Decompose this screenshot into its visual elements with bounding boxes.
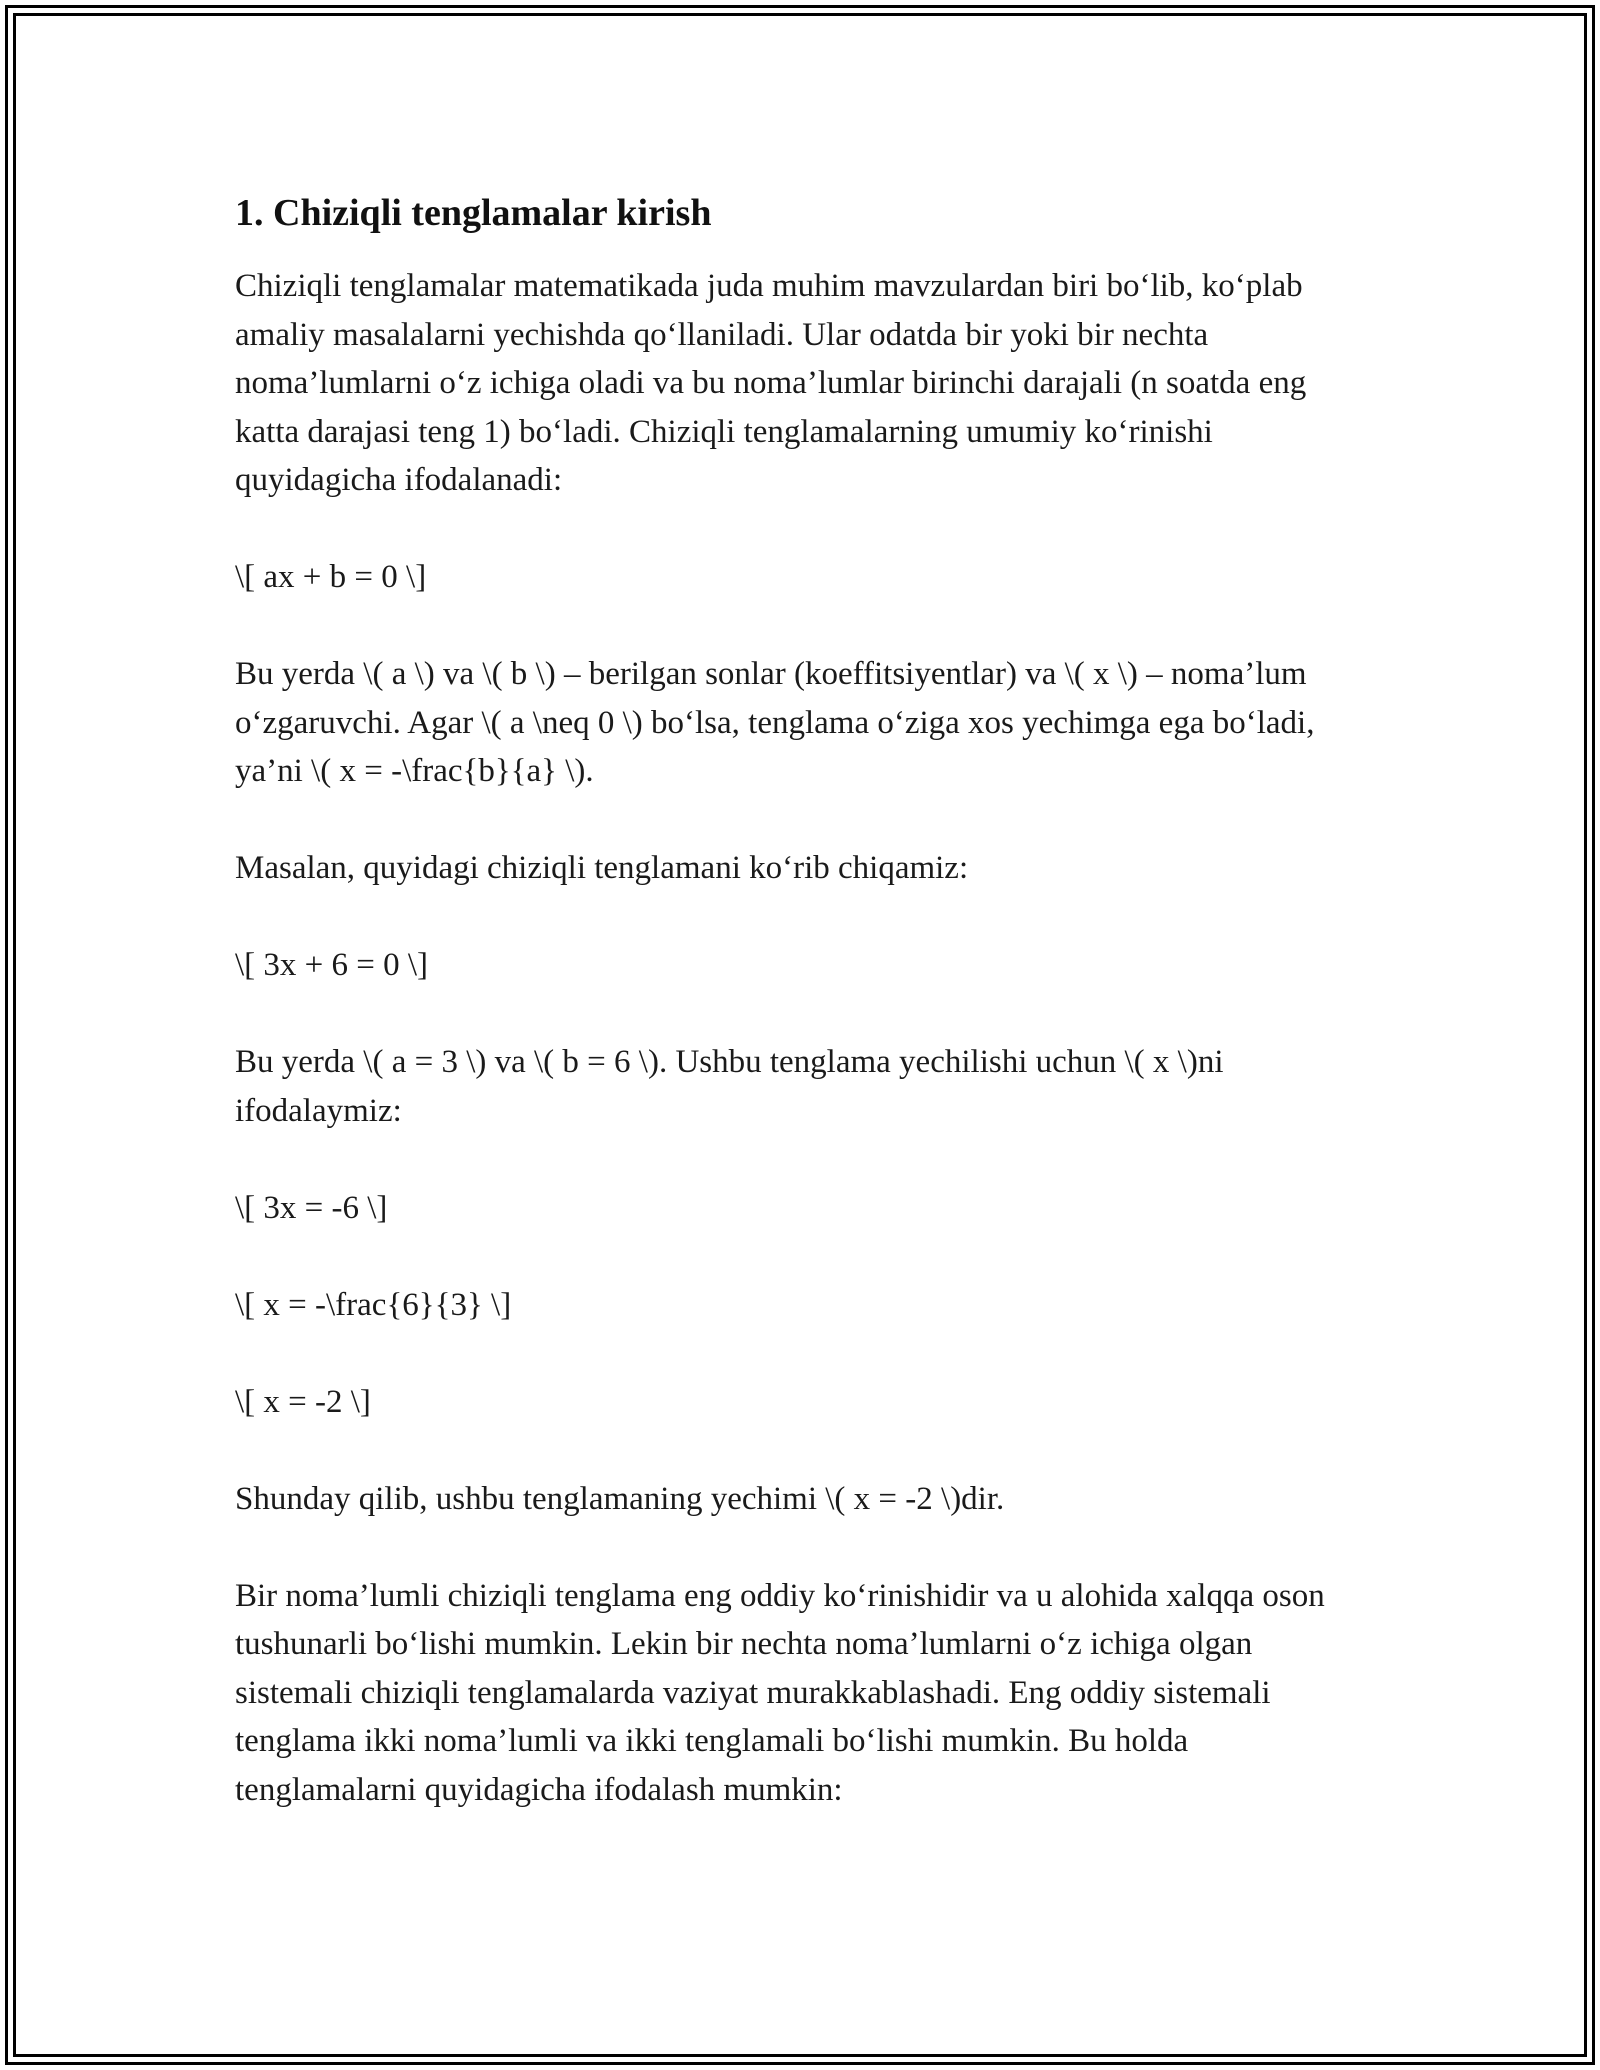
example-intro-paragraph: Masalan, quyidagi chiziqli tenglamani ko‘rib chiqamiz: <box>235 850 969 886</box>
coefficients-paragraph: Bu yerda \( a \) va \( b \) – berilgan sonlar (koeffitsiyentlar) va \( x \) – noma’lum o‘zgaruvchi. Agar \( a \neq 0 \) bo‘lsa, tenglama o‘ziga xos yechimga ega bo‘ladi, ya’ni \( x = -\frac{b}{a} \). <box>235 656 1315 789</box>
general-equation: \[ ax + b = 0 \] <box>235 559 427 595</box>
solution-step-2: \[ x = -\frac{6}{3} \] <box>235 1286 512 1323</box>
example-coefficients-paragraph: Bu yerda \( a = 3 \) va \( b = 6 \). Ushbu tenglama yechilishi uchun \( x \)ni ifodalaymiz: <box>235 1044 1224 1129</box>
conclusion-paragraph: Shunday qilib, ushbu tenglamaning yechimi \( x = -2 \)dir. <box>235 1480 1005 1517</box>
solution-step-1: \[ 3x = -6 \] <box>235 1189 388 1226</box>
systems-paragraph: Bir noma’lumli chiziqli tenglama eng oddiy ko‘rinishidir va u alohida xalqqa oson tushunarli bo‘lishi mumkin. Lekin bir nechta noma’lumlarni o‘z ichiga olgan sistemali chiziqli tenglamalarda vaziyat murakkablashadi. Eng oddiy sistemali tenglama ikki noma’lumli va ikki tenglamali bo‘lishi mumkin. Bu holda tenglamalarni quyidagicha ifodalash mumkin: <box>235 1577 1325 1808</box>
intro-paragraph: Chiziqli tenglamalar matematikada juda muhim mavzulardan biri bo‘lib, ko‘plab amaliy masalalarni yechishda qo‘llaniladi. Ular odatda bir yoki bir nechta noma’lumlarni o‘z ichiga oladi va bu noma’lumlar birinchi darajali (n soatda eng katta darajasi teng 1) bo‘ladi. Chiziqli tenglamalarning umumiy ko‘rinishi quyidagicha ifodalanadi: <box>235 268 1307 498</box>
example-equation: \[ 3x + 6 = 0 \] <box>235 947 429 983</box>
document-body <box>235 186 1375 1814</box>
solution-step-3: \[ x = -2 \] <box>235 1383 371 1420</box>
section-heading: 1. Chiziqli tenglamalar kirish <box>235 192 712 234</box>
